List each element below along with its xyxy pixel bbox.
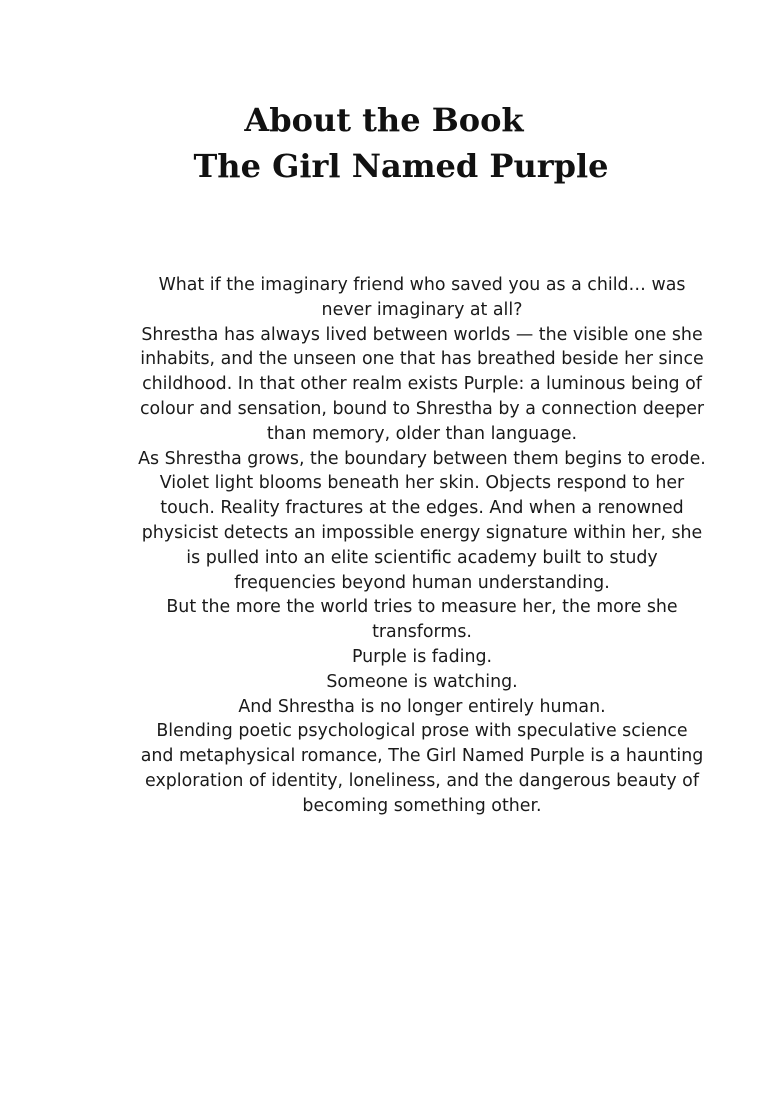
book-blurb [138,273,706,819]
title-book-name: The Girl Named Purple [193,147,609,186]
blurb-paragraph-summary: Blending poetic psychological prose with speculative science and metaphysical romance, The Girl Named Purple is a haunting exploration of identity, loneliness, and the dangerous beauty of becoming something other. [140,721,704,816]
blurb-paragraph-transforms: But the more the world tries to measure her, the more she transforms. [166,597,678,643]
title-about-the-book: About the Book [244,101,524,140]
blurb-paragraph-growth: As Shrestha grows, the boundary between them begins to erode. Violet light blooms beneath her skin. Objects respond to her touch. Reality fractures at the edges. And when a renowned physicist detects an impossible energy signature within her, she is pulled into an elite scientific academy built to study frequencies beyond human understanding. [138,448,706,593]
page-title [0,97,778,189]
blurb-line-fading: Purple is fading. [351,646,493,667]
blurb-line-watching: Someone is watching. [326,671,518,692]
blurb-paragraph-hook: What if the imaginary friend who saved you as a child… was never imaginary at all? [158,275,686,320]
blurb-line-human: And Shrestha is no longer entirely human. [238,696,606,717]
blurb-paragraph-worlds: Shrestha has always lived between worlds — the visible one she inhabits, and the unseen one that has breathed beside her since childhood. In that other realm exists Purple: a luminous being of colour and sensation, bound to Shrestha by a connection deeper than memory, older than language. [139,324,705,444]
